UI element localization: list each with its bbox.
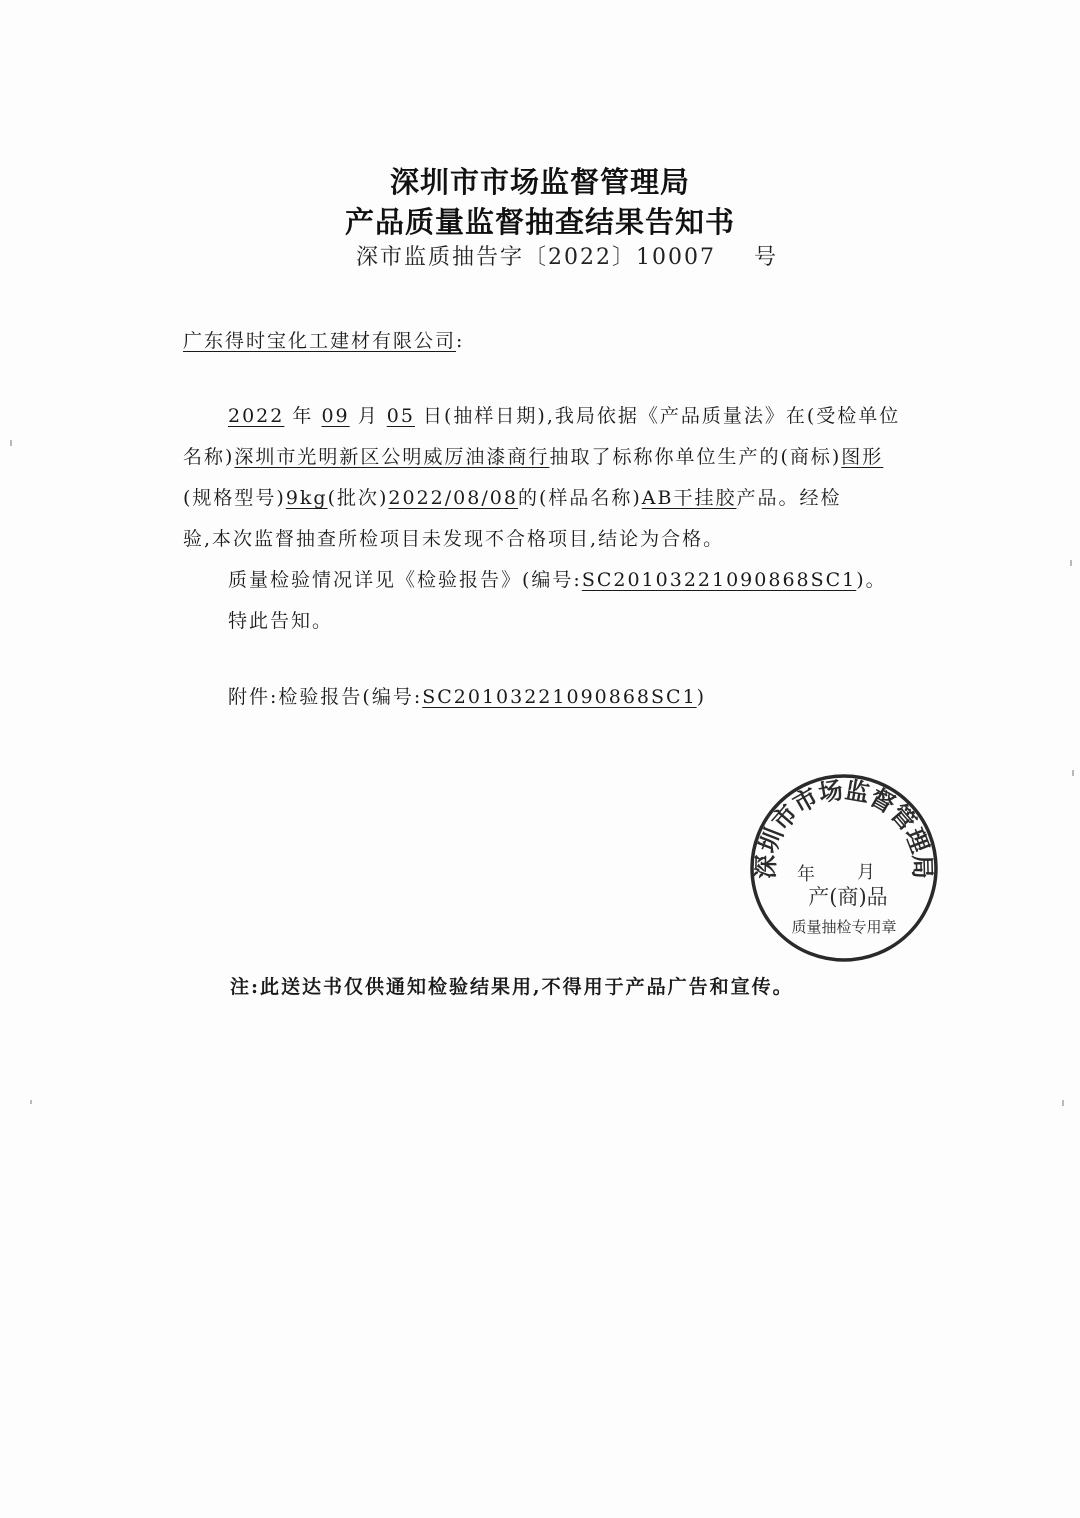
official-seal-icon [748, 772, 940, 964]
attachment-suffix: ) [696, 686, 707, 708]
attachment-code: SC20103221090868SC1 [422, 686, 697, 708]
year-char: 年 [292, 405, 314, 427]
body-line-2-middle: 抽取了标称你单位生产的(商标) [549, 446, 842, 468]
batch-label: (批次) [327, 487, 389, 509]
seal-bottom-text: 质量抽检专用章 [791, 918, 897, 936]
notice-title: 产品质量监督抽查结果告知书 [344, 205, 735, 239]
footer-note: 注:此送达书仅供通知检验结果用,不得用于产品广告和宣传。 [230, 976, 794, 998]
spec-label: (规格型号) [183, 487, 286, 509]
body-line-1 [228, 401, 900, 428]
sampling-year: 2022 [228, 405, 285, 427]
recipient-colon: : [456, 330, 465, 352]
batch-value: 2022/08/08 [388, 487, 518, 509]
spec-value: 9kg [285, 487, 328, 509]
body-line-1-rest: (抽样日期),我局依据《产品质量法》在(受检单位 [444, 405, 901, 427]
body-line-3-end: 产品。经检 [736, 487, 842, 509]
scan-speck [1072, 770, 1074, 776]
scan-speck [1062, 1100, 1064, 1106]
attachment-prefix: 附件:检验报告(编号: [228, 686, 423, 708]
sample-name: AB干挂胶 [641, 487, 737, 509]
scan-speck [10, 440, 12, 446]
scan-speck [30, 1100, 32, 1104]
report-ref-suffix: )。 [856, 569, 887, 591]
attachment-line [228, 682, 706, 709]
body-line-2-prefix: 名称) [183, 446, 235, 468]
recipient-line [183, 326, 464, 353]
issuer-title: 深圳市市场监督管理局 [389, 165, 690, 199]
body-line-6: 特此告知。 [228, 610, 334, 632]
document-number-text: 深市监质抽告字〔2022〕10007 [356, 245, 716, 270]
brand: 图形 [841, 446, 884, 468]
sampling-day: 05 [386, 405, 415, 427]
seal-middle-row: 产(商)品 [808, 885, 888, 909]
sampling-month: 09 [321, 405, 350, 427]
report-code: SC20103221090868SC1 [581, 569, 857, 591]
body-line-5 [228, 565, 887, 592]
document-number-suffix: 号 [753, 245, 778, 270]
body-line-3 [183, 483, 841, 510]
inspected-unit: 深圳市光明新区公明威厉油漆商行 [234, 446, 550, 468]
report-ref-prefix: 质量检验情况详见《检验报告》(编号: [228, 569, 582, 591]
recipient-name: 广东得时宝化工建材有限公司 [183, 330, 457, 352]
seal-year: 年 [797, 864, 815, 885]
seal-top-text: 深圳市市场监督管理局 [750, 774, 938, 880]
document-number [356, 240, 778, 271]
scan-speck [1070, 560, 1072, 566]
month-char: 月 [357, 405, 379, 427]
sample-label: 的(样品名称) [517, 487, 642, 509]
day-char: 日 [423, 405, 445, 427]
seal-month: 月 [857, 862, 875, 883]
body-line-2 [183, 442, 883, 469]
body-line-4: 验,本次监督抽查所检项目未发现不合格项目,结论为合格。 [183, 528, 725, 550]
